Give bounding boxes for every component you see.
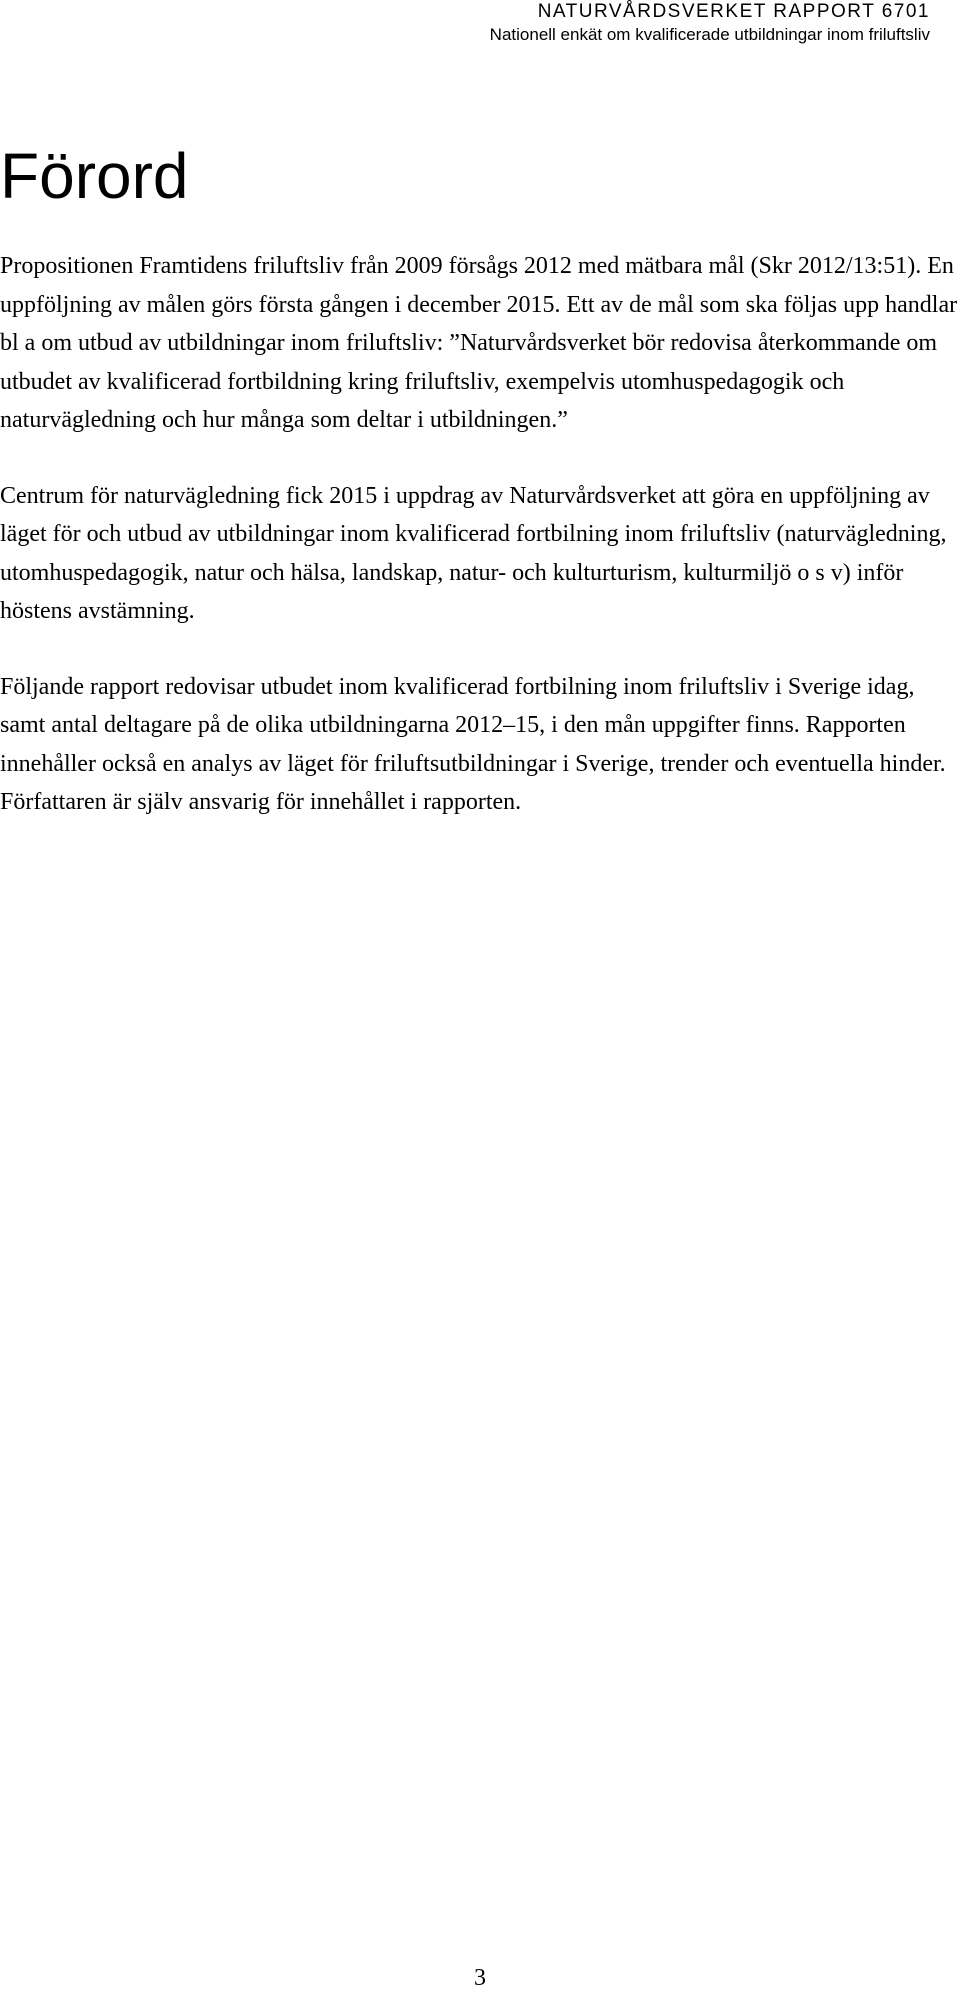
report-subtitle: Nationell enkät om kvalificerade utbildningar inom friluftsliv bbox=[489, 25, 930, 44]
paragraph: Propositionen Framtidens friluftsliv från 2009 försågs 2012 med mätbara mål (Skr 2012/13:51). En uppföljning av målen görs första gången i december 2015. Ett av de mål som ska följas upp handlar bl a om utbud av utbildningar inom friluftsliv: ”Naturvårdsverket bör redovisa återkommande om utbudet av kvalificerad fortbildning kring friluftsliv, exempelvis utomhuspedagogik och naturvägledning och hur många som deltar i utbildningen.” bbox=[0, 253, 958, 433]
page-title: Förord bbox=[0, 140, 189, 212]
body-text bbox=[0, 247, 960, 859]
paragraph: Centrum för naturvägledning fick 2015 i uppdrag av Naturvårdsverket att göra en uppföljning av läget för och utbud av utbildningar inom kvalificerad fortbilning inom friluftsliv (naturvägledning, utomhuspedagogik, natur och hälsa, landskap, natur- och kulturturism, kulturmiljö o s v) inför höstens avstämning. bbox=[0, 482, 947, 624]
running-header bbox=[490, 0, 930, 46]
report-title: NATURVÅRDSVERKET RAPPORT 6701 bbox=[537, 1, 930, 22]
paragraph: Följande rapport redovisar utbudet inom kvalificerad fortbilning inom friluftsliv i Sverige idag, samt antal deltagare på de olika utbildningarna 2012–15, i den mån uppgifter finns. Rapporten innehåller också en analys av läget för friluftsutbildningar i Sverige, trender och eventuella hinder. Författaren är själv ansvarig för innehållet i rapporten. bbox=[0, 673, 946, 815]
page-number: 3 bbox=[474, 1965, 486, 1991]
